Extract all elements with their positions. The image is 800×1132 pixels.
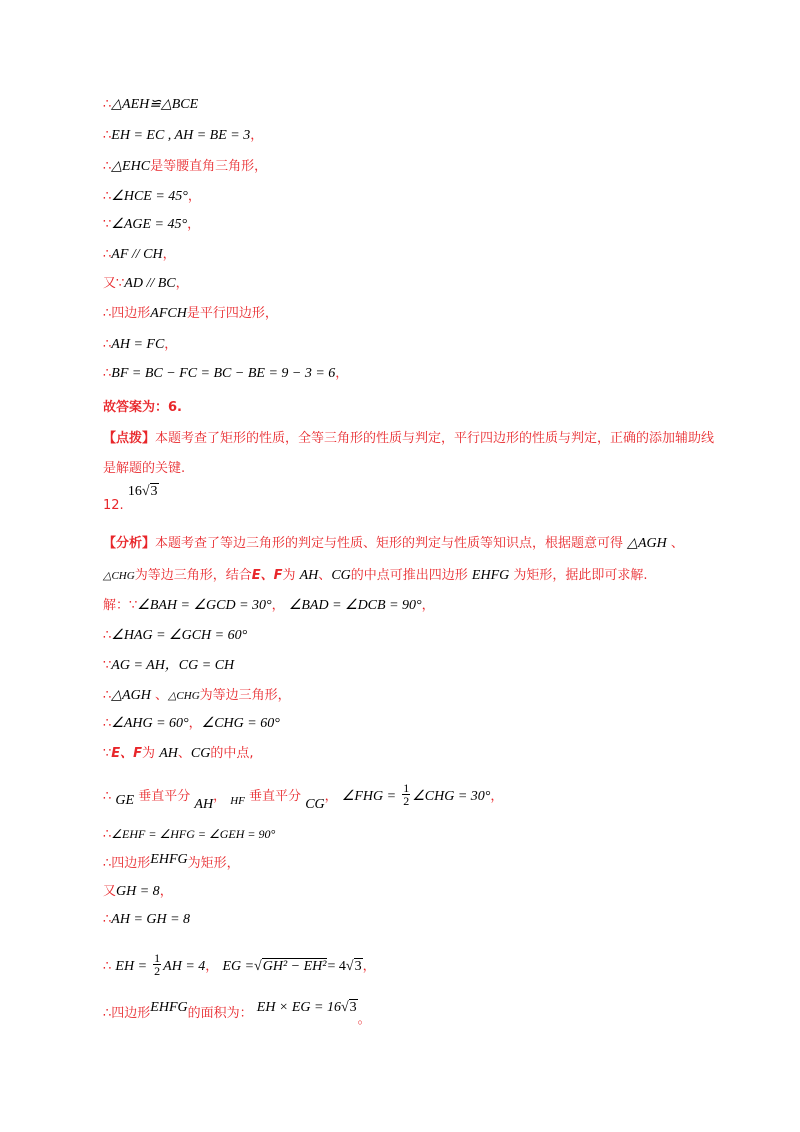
analysis-paragraph: 【分析】本题考查了等边三角形的判定与性质、矩形的判定与性质等知识点，根据题意可得 △AGH 、 — [103, 536, 684, 551]
solution-line-5: ∴∠AHG = 60°，∠CHG = 60° — [103, 716, 280, 731]
reasoning-line: 又∵AD // BC， — [103, 276, 189, 291]
reasoning-line: ∴∠HCE = 45°， — [103, 189, 201, 204]
solution-line-9: ∴四边形EHFG为矩形， — [103, 852, 240, 871]
solution-line-6: ∵E、F为 AH、CG的中点, — [103, 746, 254, 761]
fraction: $\frac{1}{2}$ — [403, 781, 410, 808]
hint-text: 本题考查了矩形的性质，全等三角形的性质与判定，平行四边形的性质与判定，正确的添加辅助线是解题的关键. — [103, 431, 715, 476]
reasoning-line: ∴四边形AFCH是平行四边形， — [103, 306, 278, 321]
solution-line-12: ∴ EH = $\frac{1}{2}$ AH = 4， EG =√GH² − EH²= 4√3， — [103, 951, 376, 978]
analysis-line-2: △CHG为等边三角形，结合E、F为 AH、CG的中点可推出四边形 EHFG 为矩形，据此即可求解. — [103, 568, 648, 583]
solution-line-7: ∴ GE 垂直平分 AH， $_{HF}$ 垂直平分 CG， ∠FHG = $\frac{1}{2}$ ∠CHG = 30°， — [103, 781, 504, 812]
question-number: 12. — [103, 498, 124, 513]
solution-line-3: ∵AG = AH，CG = CH — [103, 658, 235, 673]
reasoning-line: ∴AF // CH， — [103, 247, 176, 262]
analysis-label: 【分析】 — [103, 536, 156, 551]
fraction: $\frac{1}{2}$ — [154, 951, 161, 978]
solution-line-11: ∴AH = GH = 8 — [103, 912, 191, 927]
reasoning-line: ∴△EHC是等腰直角三角形， — [103, 159, 268, 174]
reasoning-line: ∴AH = FC， — [103, 337, 178, 352]
solution-line-13: ∴四边形EHFG的面积为： EH × EG = 16√3。 — [103, 1000, 371, 1027]
solution-line-1: 解：∵∠BAH = ∠GCD = 30°， ∠BAD = ∠DCB = 90°， — [103, 598, 435, 613]
question-answer: 16√3 — [127, 484, 158, 499]
question-12 — [103, 486, 159, 516]
solution-line-10: 又GH = 8， — [103, 884, 173, 899]
reasoning-line: ∴EH = EC , AH = BE = 3， — [103, 128, 264, 143]
answer-line: 故答案为：6. — [103, 400, 182, 415]
hint-label: 【点拨】 — [103, 431, 156, 446]
reasoning-line: ∴△AEH≌△BCE — [103, 97, 199, 112]
solution-line-4: ∴△AGH 、△CHG为等边三角形， — [103, 688, 291, 703]
reasoning-line: ∴BF = BC − FC = BC − BE = 9 − 3 = 6， — [103, 366, 349, 381]
solution-line-8: ∴∠EHF = ∠HFG = ∠GEH = 90° — [103, 827, 276, 842]
reasoning-line: ∵∠AGE = 45°， — [103, 217, 201, 232]
hint-paragraph — [103, 424, 723, 484]
solution-line-2: ∴∠HAG = ∠GCH = 60° — [103, 628, 248, 643]
